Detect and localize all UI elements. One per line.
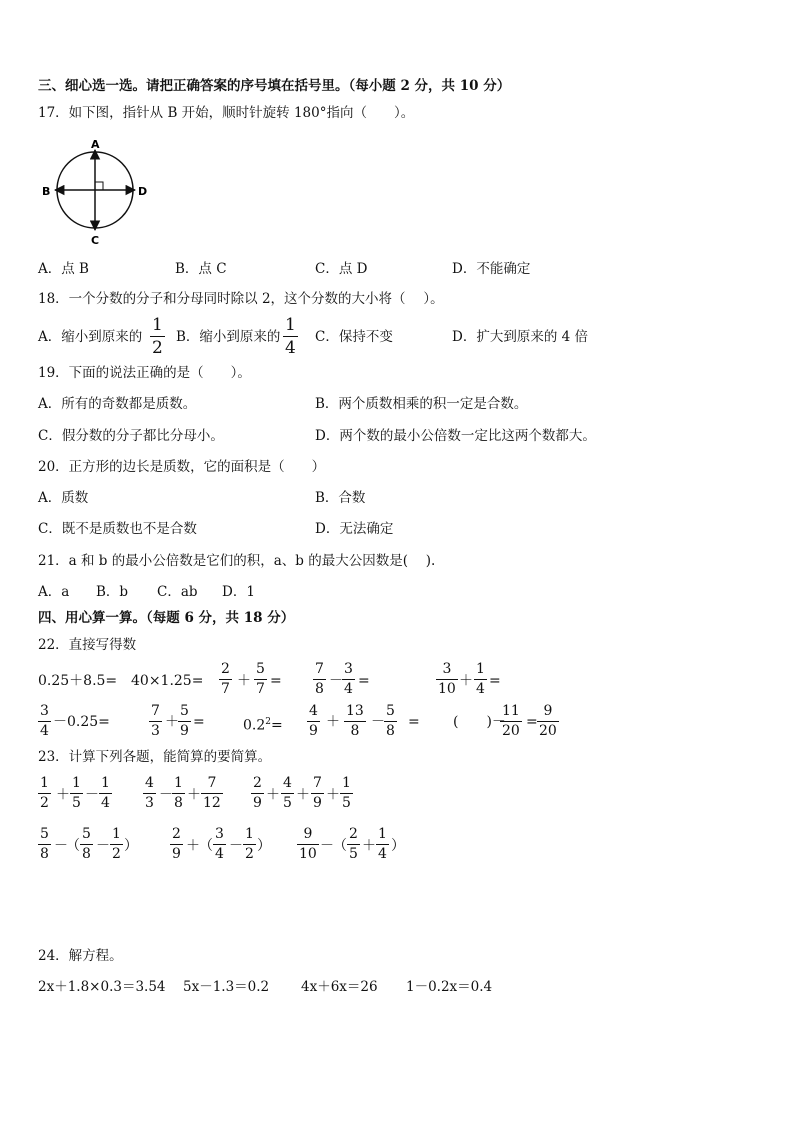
fraction: 1 2 — [40, 775, 49, 811]
fraction: 5 8 — [386, 703, 395, 739]
fraction: 3 4 — [40, 703, 49, 739]
fraction: 4 9 — [309, 703, 318, 739]
equals-sign: = — [526, 714, 538, 730]
plus-sign: ＋ — [56, 787, 70, 803]
q22-expr-2: 40×1.25= — [131, 673, 204, 689]
q23-text: 23．计算下列各题，能简算的要简算。 — [38, 749, 272, 765]
fraction: 2 9 — [172, 826, 181, 862]
section-4-title: 四、用心算一算。（每题 6 分，共 18 分） — [38, 610, 295, 626]
q17-option-b: B．点 C — [175, 261, 227, 277]
fraction: 1 4 — [378, 826, 387, 862]
fraction: 1 5 — [72, 775, 81, 811]
minus-sign: － — [96, 838, 110, 854]
fraction: 11 20 — [502, 703, 520, 739]
q19-text: 19．下面的说法正确的是（ ）。 — [38, 365, 251, 381]
plus-sign: ＋ — [326, 787, 340, 803]
fraction: 2 7 — [221, 661, 230, 697]
q20-option-c: C．既不是质数也不是合数 — [38, 521, 197, 537]
plus-sign: ＋ — [266, 787, 280, 803]
q17-option-d: D．不能确定 — [452, 261, 531, 277]
fraction: 9 20 — [539, 703, 557, 739]
q17-option-a: A．点 B — [38, 261, 89, 277]
left-paren: （ — [333, 838, 347, 854]
fraction-one-quarter: 1 4 — [285, 315, 296, 358]
right-angle-mark — [95, 182, 103, 190]
q18-text: 18．一个分数的分子和分母同时除以 2，这个分数的大小将（ ）。 — [38, 291, 444, 307]
equals-sign: = — [489, 673, 501, 689]
blank-parentheses: ( )－ — [453, 714, 506, 730]
q18-option-a: A．缩小到原来的 — [38, 329, 143, 345]
q24-text: 24．解方程。 — [38, 948, 123, 964]
q21-option-d: D．1 — [222, 584, 255, 600]
clock-pointer-diagram — [38, 136, 158, 248]
fraction: 1 2 — [245, 826, 254, 862]
equals-sign: = — [193, 714, 205, 730]
minus-sign: － — [371, 714, 385, 730]
fraction: 1 5 — [342, 775, 351, 811]
right-paren: ） — [391, 838, 405, 854]
fraction: 4 5 — [283, 775, 292, 811]
fraction: 5 8 — [82, 826, 91, 862]
fraction: 1 8 — [174, 775, 183, 811]
label-b: B — [42, 185, 51, 198]
fraction: 5 7 — [256, 661, 265, 697]
minus-sign: － — [159, 787, 173, 803]
fraction: 3 4 — [215, 826, 224, 862]
equation-3: 4x＋6x＝26 — [301, 979, 378, 995]
fraction-one-half: 1 2 — [152, 315, 163, 358]
minus-sign: － — [54, 838, 68, 854]
fraction: 2 9 — [253, 775, 262, 811]
fraction: 1 2 — [112, 826, 121, 862]
fraction: 3 10 — [438, 661, 456, 697]
minus-sign: － — [229, 838, 243, 854]
plus-sign: ＋ — [186, 838, 200, 854]
plus-sign: ＋ — [296, 787, 310, 803]
fraction: 13 8 — [346, 703, 364, 739]
fraction: 7 12 — [203, 775, 221, 811]
q21-text: 21．a 和 b 的最小公倍数是它们的积，a、b 的最大公因数是( ). — [38, 553, 436, 569]
q21-option-b: B．b — [96, 584, 129, 600]
fraction: 9 10 — [299, 826, 317, 862]
fraction: 2 5 — [349, 826, 358, 862]
q18-option-b: B．缩小到原来的 — [176, 329, 281, 345]
right-paren: ） — [257, 838, 271, 854]
right-paren: ） — [124, 838, 138, 854]
minus-sign: － — [329, 673, 343, 689]
label-a: A — [91, 138, 100, 151]
equation-1: 2x＋1.8×0.3＝3.54 — [38, 979, 166, 995]
equals-sign: = — [408, 714, 420, 730]
fraction: 3 4 — [344, 661, 353, 697]
plus-sign: ＋ — [362, 838, 376, 854]
plus-sign: ＋ — [326, 714, 340, 730]
plus-sign: ＋ — [187, 787, 201, 803]
q19-option-a: A．所有的奇数都是质数。 — [38, 396, 197, 412]
section-3-title: 三、细心选一选。请把正确答案的序号填在括号里。（每小题 2 分，共 10 分） — [38, 78, 511, 94]
left-paren: （ — [66, 838, 80, 854]
q21-option-a: A．a — [38, 584, 70, 600]
square-expression: $0.2^2=$ — [243, 717, 283, 734]
fraction: 7 8 — [315, 661, 324, 697]
fraction: 1 4 — [101, 775, 110, 811]
fraction: 5 8 — [40, 826, 49, 862]
minus-sign: － — [85, 787, 99, 803]
plus-sign: ＋ — [459, 673, 473, 689]
equals-sign: = — [358, 673, 370, 689]
q21-option-c: C．ab — [157, 584, 198, 600]
fraction: 7 3 — [151, 703, 160, 739]
q22-expr-1: 0.25＋8.5= — [38, 673, 118, 689]
q19-option-d: D．两个数的最小公倍数一定比这两个数都大。 — [315, 428, 596, 444]
q20-option-d: D．无法确定 — [315, 521, 394, 537]
q20-option-b: B．合数 — [315, 490, 366, 506]
left-paren: （ — [199, 838, 213, 854]
equation-2: 5x－1.3＝0.2 — [183, 979, 270, 995]
fraction: 1 4 — [476, 661, 485, 697]
label-c: C — [91, 234, 100, 247]
q22-text: 22．直接写得数 — [38, 637, 137, 653]
q20-text: 20．正方形的边长是质数，它的面积是（ ） — [38, 459, 326, 475]
q17-option-c: C．点 D — [315, 261, 368, 277]
fraction: 7 9 — [313, 775, 322, 811]
q20-option-a: A．质数 — [38, 490, 89, 506]
q19-option-c: C．假分数的分子都比分母小。 — [38, 428, 224, 444]
label-d: D — [138, 185, 148, 198]
equals-sign: = — [270, 673, 282, 689]
minus-sign: － — [320, 838, 334, 854]
q18-option-c: C．保持不变 — [315, 329, 393, 345]
q22-expr-tail: －0.25= — [53, 714, 110, 730]
plus-sign: ＋ — [165, 714, 179, 730]
equation-4: 1－0.2x＝0.4 — [406, 979, 493, 995]
q19-option-b: B．两个质数相乘的积一定是合数。 — [315, 396, 528, 412]
fraction: 4 3 — [145, 775, 154, 811]
q17-text: 17．如下图，指针从 B 开始，顺时针旋转 180°指向（ ）。 — [38, 105, 415, 121]
plus-sign: ＋ — [237, 673, 251, 689]
q18-option-d: D．扩大到原来的 4 倍 — [452, 329, 588, 345]
fraction: 5 9 — [180, 703, 189, 739]
